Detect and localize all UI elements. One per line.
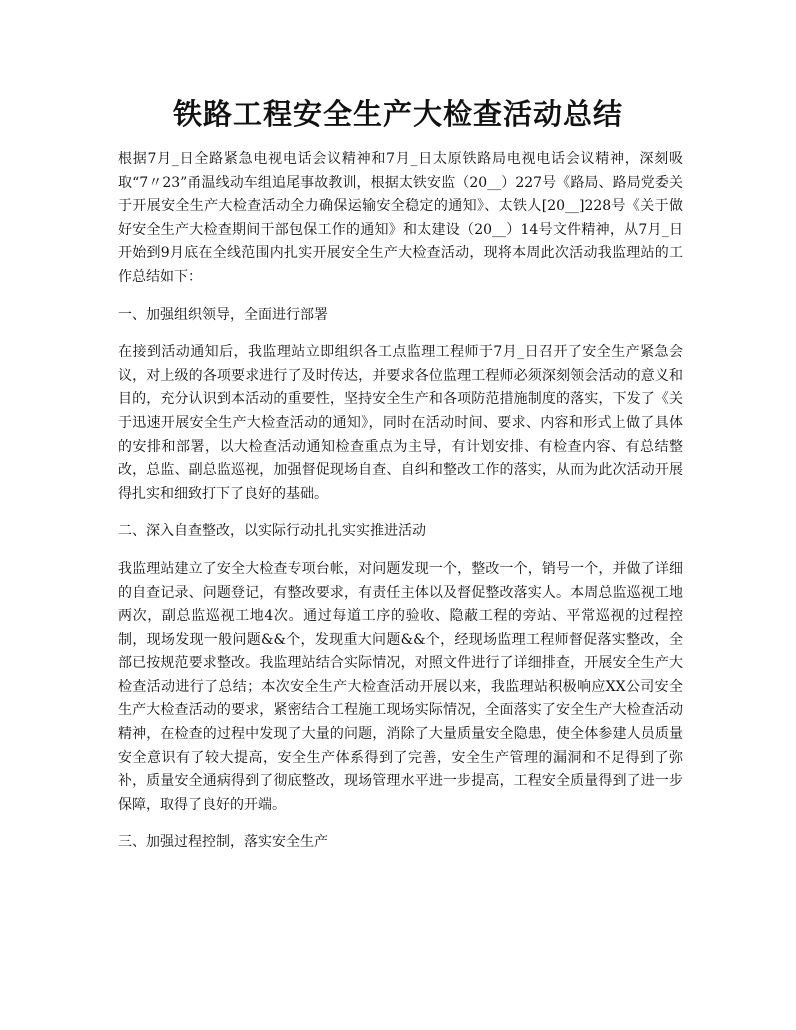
section-heading-1: 一、加强组织领导，全面进行部署	[118, 306, 328, 323]
document-body	[118, 148, 683, 869]
section-body-1: 在接到活动通知后，我监理站立即组织各工点监理工程师于7月_日召开了安全生产紧急会议，对上级的各项要求进行了及时传达，并要求各位监理工程师必须深刻领会活动的意义和目的，充分认识到本活动的重要性，坚持安全生产和各项防范措施制度的落实，下发了《关于迅速开展安全生产大检查活动的通知》，同时在活动时间、要求、内容和形式上做了具体的安排和部署，以大检查活动通知检查重点为主导，有计划安排、有检查内容、有总结整改，总监、副总监巡视，加强督促现场自查、自纠和整改工作的落实，从而为此次活动开展得扎实和细致打下了良好的基础。	[118, 344, 683, 502]
intro-paragraph: 根据7月_日全路紧急电视电话会议精神和7月_日太原铁路局电视电话会议精神，深刻吸取“7〃23”甬温线动车组追尾事故教训，根据太铁安监（20__）227号《路局、路局党委关于开展安全生产大检查活动全力确保运输安全稳定的通知》、太铁人[20__]228号《关于做好安全生产大检查期间干部包保工作的通知》和太建设（20__）14号文件精神，从7月_日开始到9月底在全线范围内扎实开展安全生产大检查活动，现将本周此次活动我监理站的工作总结如下：	[118, 151, 683, 285]
section-heading-2: 二、深入自查整改，以实际行动扎扎实实推进活动	[118, 523, 426, 540]
section-heading-3: 三、加强过程控制，落实安全生产	[118, 834, 328, 851]
document-title: 铁路工程安全生产大检查活动总结	[172, 97, 623, 131]
section-body-2: 我监理站建立了安全大检查专项台帐，对问题发现一个，整改一个，销号一个，并做了详细的自查记录、问题登记，有整改要求，有责任主体以及督促整改落实人。本周总监巡视工地两次，副总监巡视工地4次。通过每道工序的验收、隐蔽工程的旁站、平常巡视的过程控制，现场发现一般问题&&个，发现重大问题&&个，经现场监理工程师督促落实整改，全部已按规范要求整改。我监理站结合实际情况，对照文件进行了详细排查，开展安全生产大检查活动进行了总结；本次安全生产大检查活动开展以来，我监理站积极响应XX公司安全生产大检查活动的要求，紧密结合工程施工现场实际情况，全面落实了安全生产大检查活动精神，在检查的过程中发现了大量的问题，消除了大量质量安全隐患，使全体参建人员质量安全意识有了较大提高，安全生产体系得到了完善，安全生产管理的漏洞和不足得到了弥补，质量安全通病得到了彻底整改，现场管理水平进一步提高，工程安全质量得到了进一步保障，取得了良好的开端。	[118, 560, 683, 813]
